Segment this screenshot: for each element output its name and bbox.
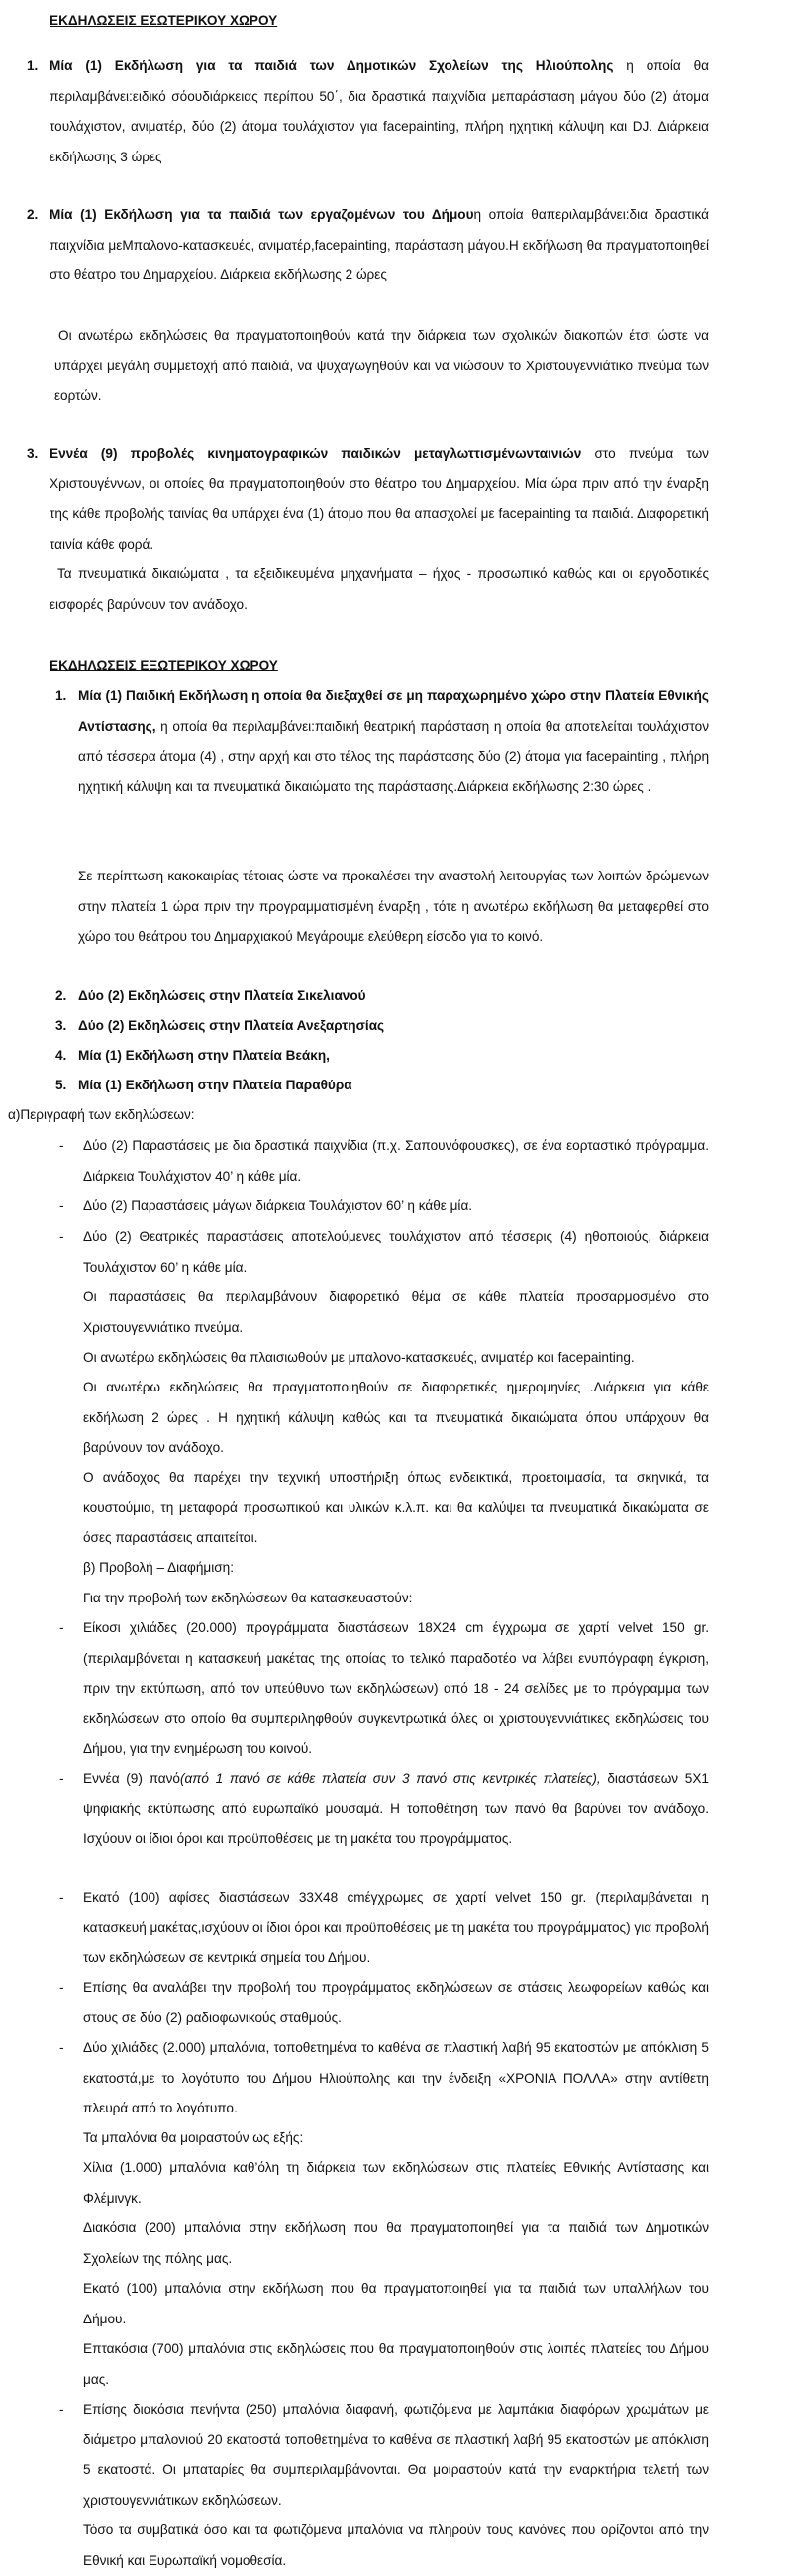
exterior-item-4-number: 4. bbox=[55, 1048, 67, 1063]
bullet-dash: - bbox=[59, 1229, 64, 1244]
promotion-bullet-banners bbox=[83, 1764, 709, 1855]
balloon-distribution-3: Εκατό (100) μπαλόνια στην εκδήλωση που θα πραγματοποιηθεί για τα παιδιά των υπαλλήλων του Δήμου. bbox=[83, 2281, 709, 2326]
interior-item-3-title: Εννέα (9) προβολές κινηματογραφικών παιδικών μεταγλωττισμένωνταινιών bbox=[50, 446, 582, 461]
balloon-distribution-4: Επτακόσια (700) μπαλόνια στις εκδηλώσεις που θα πραγματοποιηθούν στις λοιπές πλατείες του Δήμου μας. bbox=[83, 2341, 709, 2387]
interior-item-1-text: η οποία θα περιλαμβάνει:ειδικό σόουδιάρκειας περίπου 50΄, δια δραστικά παιχνίδια μεπαράσταση μάγου δύο (2) άτομα τουλάχιστον, ανιματέρ, δύο (2) άτομα τουλάχιστον για facepainting, πλήρη ηχητική κάλυψη και DJ. Διάρκεια εκδήλωσης 3 ώρες bbox=[50, 58, 709, 164]
exterior-item-2: Δύο (2) Εκδηλώσεις στην Πλατεία Σικελιανού bbox=[78, 988, 366, 1003]
interior-item-3-text: στο πνεύμα των Χριστουγέννων, οι οποίες θα πραγματοποιηθούν στο θέατρο του Δημαρχείου. Μία ώρα πριν από την έναρξη της κάθε προβολής ταινίας θα υπάρχει ένα (1) άτομο που θα απασχολεί με facepainting τα παιδιά. Διαφορετική ταινία κάθε φορά. bbox=[50, 446, 709, 552]
exterior-item-1-title: Μία (1) Παιδική Εκδήλωση η οποία θα διεξαχθεί σε μη παραχωρημένο χώρο στην Πλατεία Εθνικής Αντίστασης, bbox=[78, 688, 709, 734]
promotion-intro: Για την προβολή των εκδηλώσεων θα κατασκευαστούν: bbox=[83, 1591, 413, 1605]
exterior-section-title: ΕΚΔΗΛΩΣΕΙΣ ΕΞΩΤΕΡΙΚΟΥ ΧΩΡΟΥ bbox=[50, 658, 278, 672]
description-bullet-2: Δύο (2) Παραστάσεις μάγων διάρκεια Τουλάχιστον 60’ η κάθε μία. bbox=[83, 1198, 473, 1213]
bullet-dash: - bbox=[59, 2402, 64, 2417]
description-heading: α)Περιγραφή των εκδηλώσεων: bbox=[8, 1107, 195, 1122]
promotion-bullet-radio: Επίσης θα αναλάβει την προβολή του προγράμματος εκδηλώσεων σε στάσεις λεωφορείων καθώς και στους σε δύο (2) ραδιοφωνικούς σταθμούς. bbox=[83, 1980, 709, 2025]
final-paragraph: Τόσο τα συμβατικά όσο και τα φωτιζόμενα μπαλόνια να πληρούν τους κανόνες που ορίζονται από την Εθνική και Ευρωπαϊκή νομοθεσία. bbox=[83, 2523, 709, 2568]
balloon-distribution-2: Διακόσια (200) μπαλόνια στην εκδήλωση που θα πραγματοποιηθεί για τα παιδιά των Δημοτικών Σχολείων της πόλης μας. bbox=[83, 2220, 709, 2266]
exterior-item-3-number: 3. bbox=[55, 1018, 67, 1033]
balloon-distribution-1: Χίλια (1.000) μπαλόνια καθ’όλη τη διάρκεια των εκδηλώσεων στις πλατείες Εθνικής Αντίστασης και Φλέμινγκ. bbox=[83, 2160, 709, 2206]
bullet-dash: - bbox=[59, 2040, 64, 2055]
bullet-dash: - bbox=[59, 1980, 64, 1995]
description-bullet-3: Δύο (2) Θεατρικές παραστάσεις αποτελούμενες τουλάχιστον από τέσσερις (4) ηθοποιούς, διάρκεια Τουλάχιστον 60’ η κάθε μία. bbox=[83, 1229, 709, 1275]
promotion-banners-lead: Εννέα (9) πανό bbox=[83, 1771, 180, 1786]
interior-item-1 bbox=[50, 52, 709, 172]
description-paragraph-themes: Οι παραστάσεις θα περιλαμβάνουν διαφορετικό θέμα σε κάθε πλατεία προσαρμοσμένο στο Χριστουγεννιάτικο πνεύμα. bbox=[83, 1289, 709, 1335]
exterior-item-1-text: η οποία θα περιλαμβάνει:παιδική θεατρική παράσταση η οποία θα αποτελείται τουλάχιστον από τέσσερα άτομα (4) , στην αρχή και στο τέλος της παράστασης δύο (2) άτομα για facepainting , πλήρη ηχητική κάλυψη και τα πνευματικά δικαιώματα της παράστασης.Διάρκεια εκδήλωσης 2:30 ώρες . bbox=[78, 718, 709, 794]
bullet-dash: - bbox=[59, 1198, 64, 1213]
interior-item-2-text: η οποία θαπεριλαμβάνει:δια δραστικά παιχνίδια μεΜπαλονο-κατασκευές, ανιματέρ,facepainting, παράσταση μάγου.Η εκδήλωση θα πραγματοποιηθεί στο θέατρο του Δημαρχείου. Διάρκεια εκδήλωσης 2 ώρες bbox=[50, 207, 710, 282]
interior-item-2-number: 2. bbox=[27, 207, 39, 222]
exterior-item-1-number: 1. bbox=[55, 688, 67, 703]
promotion-banners-italic: (από 1 πανό σε κάθε πλατεία συν 3 πανό στις κεντρικές πλατείες), bbox=[180, 1771, 601, 1786]
exterior-item-5-number: 5. bbox=[55, 1078, 67, 1092]
bullet-dash: - bbox=[59, 1890, 64, 1905]
interior-item-1-title: Μία (1) Εκδήλωση για τα παιδιά των Δημοτικών Σχολείων της Ηλιούπολης bbox=[50, 58, 614, 73]
exterior-item-1-rain-paragraph: Σε περίπτωση κακοκαιρίας τέτοιας ώστε να προκαλέσει την αναστολή λειτουργίας των λοιπών δρώμενων στην πλατεία 1 ώρα πριν την προγραμματισμένη έναρξη , τότε η ανωτέρω εκδήλωση θα μεταφερθεί στο χώρο του θεάτρου του Δημαρχιακού Μεγάρουμε ελεύθερη είσοδο για το κοινό. bbox=[78, 869, 709, 944]
promotion-banners-text: διαστάσεων 5Χ1 ψηφιακής εκτύπωσης από ευρωπαϊκό μουσαμά. Η τοποθέτηση των πανό θα βαρύνει τον ανάδοχο. Ισχύουν οι ίδιοι όροι και προϋποθέσεις με τη μακέτα του προγράμματος. bbox=[83, 1771, 709, 1846]
balloon-distribution-heading: Τα μπαλόνια θα μοιραστούν ως εξής: bbox=[83, 2130, 304, 2145]
description-paragraph-balloons: Οι ανωτέρω εκδηλώσεις θα πλαισιωθούν με μπαλονο-κατασκευές, ανιματέρ και facepainting. bbox=[83, 1350, 635, 1365]
exterior-item-4: Μία (1) Εκδήλωση στην Πλατεία Βεάκη, bbox=[78, 1048, 330, 1063]
exterior-item-3: Δύο (2) Εκδηλώσεις στην Πλατεία Ανεξαρτησίας bbox=[78, 1018, 385, 1033]
promotion-bullet-posters: Εκατό (100) αφίσες διαστάσεων 33Χ48 cmέγχρωμες σε χαρτί velvet 150 gr. (περιλαμβάνεται η κατασκευή μακέτας,ισχύουν οι ίδιοι όροι και προϋποθέσεις με τη μακέτα του προγράμματος) για προβολή των εκδηλώσεων σε κεντρικά σημεία του Δήμου. bbox=[83, 1890, 709, 1965]
promotion-bullet-lit-balloons: Επίσης διακόσια πενήντα (250) μπαλόνια διαφανή, φωτιζόμενα με λαμπάκια διαφόρων χρωμάτων με διάμετρο μπαλονιού 20 εκατοστά τοποθετημένα το καθένα σε πλαστική λαβή 95 εκατοστών με απόκλιση 5 εκατοστά. Οι μπαταρίες θα συμπεριλαμβάνονται. Θα μοιραστούν κατά την εναρκτήρια τελετή των χριστουγεννιάτικων εκδηλώσεων. bbox=[83, 2402, 709, 2508]
description-bullet-1: Δύο (2) Παραστάσεις με δια δραστικά παιχνίδια (π.χ. Σαπουνόφουσκες), σε ένα εορταστικό πρόγραμμα. Διάρκεια Τουλάχιστον 40’ η κάθε μία. bbox=[83, 1138, 709, 1184]
interior-item-3-rights-paragraph: Τα πνευματικά δικαιώματα , τα εξειδικευμένα μηχανήματα – ήχος - προσωπικό καθώς και οι εργοδοτικές εισφορές βαρύνουν τον ανάδοχο. bbox=[50, 567, 709, 612]
interior-item-2 bbox=[50, 200, 709, 291]
description-paragraph-dates: Οι ανωτέρω εκδηλώσεις θα πραγματοποιηθούν σε διαφορετικές ημερομηνίες .Διάρκεια για κάθε εκδήλωση 2 ώρες . Η ηχητική κάλυψη καθώς και τα πνευματικά δικαιώματα όπου υπάρχουν θα βαρύνουν τον ανάδοχο. bbox=[83, 1380, 709, 1455]
promotion-heading: β) Προβολή – Διαφήμιση: bbox=[83, 1560, 234, 1575]
exterior-item-5: Μία (1) Εκδήλωση στην Πλατεία Παραθύρα bbox=[78, 1078, 352, 1092]
exterior-item-1 bbox=[78, 681, 709, 802]
interior-item-2-title: Μία (1) Εκδήλωση για τα παιδιά των εργαζομένων του Δήμου bbox=[50, 207, 474, 222]
interior-section-title: ΕΚΔΗΛΩΣΕΙΣ ΕΣΩΤΕΡΙΚΟΥ ΧΩΡΟΥ bbox=[50, 13, 278, 28]
bullet-dash: - bbox=[59, 1138, 64, 1153]
description-paragraph-contractor: Ο ανάδοχος θα παρέχει την τεχνική υποστήριξη όπως ενδεικτικά, προετοιμασία, τα σκηνικά, τα κουστούμια, τη μεταφορά προσωπικού και υλικών κ.λ.π. και θα καλύψει τα πνευματικά δικαιώματα σε όσες παραστάσεις απαιτείται. bbox=[83, 1470, 709, 1545]
interior-item-3 bbox=[50, 439, 709, 560]
interior-note-paragraph: Οι ανωτέρω εκδηλώσεις θα πραγματοποιηθούν κατά την διάρκεια των σχολικών διακοπών έτσι ώστε να υπάρχει μεγάλη συμμετοχή από παιδιά, να ψυχαγωγηθούν και να νιώσουν το Χριστουγεννιάτικο πνεύμα των εορτών. bbox=[54, 328, 709, 403]
promotion-bullet-balloons: Δύο χιλιάδες (2.000) μπαλόνια, τοποθετημένα το καθένα σε πλαστική λαβή 95 εκατοστών με απόκλιση 5 εκατοστά,με το λογότυπο του Δήμου Ηλιούπολης και την ένδειξη «ΧΡΟΝΙΑ ΠΟΛΛΑ» στην αντίθετη πλευρά από το λογότυπο. bbox=[83, 2040, 709, 2115]
bullet-dash: - bbox=[59, 1771, 64, 1786]
bullet-dash: - bbox=[59, 1620, 64, 1635]
exterior-item-2-number: 2. bbox=[55, 988, 67, 1003]
promotion-bullet-programs: Είκοσι χιλιάδες (20.000) προγράμματα διαστάσεων 18Χ24 cm έγχρωμα σε χαρτί velvet 150 gr. (περιλαμβάνεται η κατασκευή μακέτας της οποίας το τελικό παραδοτέο να λάβει ενυπόγραφη έγκριση, πριν την εκτύπωση, από τον υπεύθυνο των εκδηλώσεων) από 18 - 24 σελίδες με το πρόγραμμα των εκδηλώσεων στο οποίο θα συμπεριληφθούν συγκεντρωτικά όλες οι χριστουγεννιάτικες εκδηλώσεις του Δήμου, για την ενημέρωση του κοινού. bbox=[83, 1620, 709, 1756]
interior-item-3-number: 3. bbox=[27, 446, 39, 461]
interior-item-1-number: 1. bbox=[27, 58, 39, 73]
